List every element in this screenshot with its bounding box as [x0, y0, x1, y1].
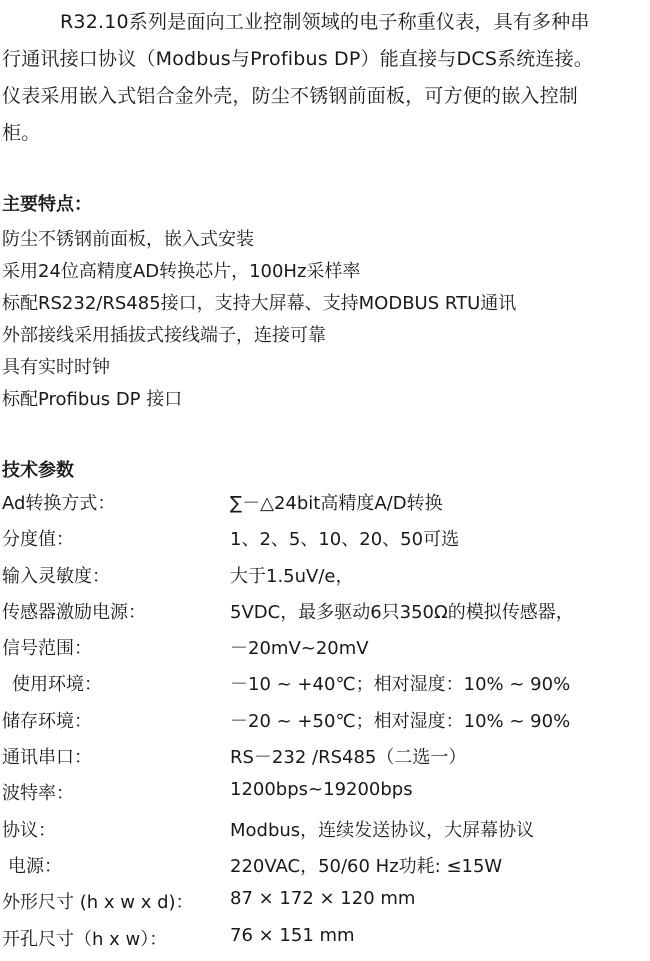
spec-label: Ad转换方式： [2, 493, 116, 514]
spec-label: 使用环境： [12, 674, 102, 696]
spec-value: Modbus，连续发送协议，大屏幕协议 [230, 819, 535, 841]
spec-value: －10 ~ +40℃；相对湿度：10% ~ 90% [230, 674, 571, 696]
spec-label: 波特率： [2, 783, 74, 805]
spec-row [2, 888, 648, 924]
feature-item: 标配RS232/RS485接口，支持大屏幕、支持MODBUS RTU通讯 [2, 293, 517, 314]
specs-table [2, 489, 648, 961]
spec-value: 1200bps~19200bps [230, 779, 413, 801]
spec-row [2, 598, 648, 634]
intro-line: 行通讯接口协议（Modbus与Profibus DP）能直接与DCS系统连接。 [2, 48, 594, 70]
spec-label: 输入灵敏度： [2, 565, 110, 587]
feature-item: 具有实时时钟 [2, 357, 110, 378]
spec-value: 大于1.5uV/e， [230, 565, 354, 587]
spec-value: －20mV~20mV [230, 638, 369, 660]
features-heading: 主要特点： [2, 194, 92, 215]
spec-label: 电源： [8, 855, 62, 877]
spec-label: 开孔尺寸（h x w）： [2, 928, 168, 950]
specs-heading: 技术参数 [2, 460, 74, 481]
spec-row [2, 670, 648, 706]
spec-row [2, 525, 648, 561]
intro-line: 仪表采用嵌入式铝合金外壳，防尘不锈钢前面板，可方便的嵌入控制 [2, 85, 579, 107]
spec-value: 1、2、5、10、20、50可选 [230, 529, 460, 551]
intro-line: R32.10系列是面向工业控制领域的电子称重仪表，具有多种串 [60, 11, 590, 33]
spec-label: 协议： [2, 819, 56, 841]
spec-value: －20 ~ +50℃；相对湿度：10% ~ 90% [230, 710, 571, 732]
spec-value: 5VDC，最多驱动6只350Ω的模拟传感器， [230, 601, 574, 623]
spec-row [2, 852, 648, 888]
spec-row [2, 562, 648, 598]
spec-row [2, 707, 648, 743]
spec-row [2, 779, 648, 815]
spec-label: 储存环境： [2, 710, 92, 732]
spec-value: 76 × 151 mm [230, 924, 355, 946]
intro-line: 柜。 [2, 122, 41, 144]
spec-value: 220VAC，50/60 Hz功耗: ≤15W [230, 855, 503, 877]
spec-label: 外形尺寸 (h x w x d)： [2, 892, 194, 914]
spec-row [2, 743, 648, 779]
spec-label: 通讯串口： [2, 747, 92, 769]
feature-item: 采用24位高精度AD转换芯片，100Hz采样率 [2, 261, 361, 282]
spec-label: 分度值： [2, 529, 74, 551]
spec-label: 信号范围： [2, 638, 92, 660]
feature-item: 标配Profibus DP 接口 [2, 389, 183, 410]
feature-item: 外部接线采用插拔式接线端子，连接可靠 [2, 325, 326, 346]
features-list [2, 224, 516, 416]
spec-row [2, 816, 648, 852]
spec-label: 传感器激励电源： [2, 601, 146, 623]
spec-row [2, 634, 648, 670]
feature-item: 防尘不锈钢前面板，嵌入式安装 [2, 229, 254, 250]
spec-row [2, 925, 648, 961]
intro-paragraph [2, 4, 642, 152]
spec-row [2, 489, 648, 525]
spec-value: ∑－△24bit高精度A/D转换 [230, 493, 443, 514]
spec-value: RS－232 /RS485（二选一） [230, 747, 467, 769]
spec-value: 87 × 172 × 120 mm [230, 888, 416, 910]
